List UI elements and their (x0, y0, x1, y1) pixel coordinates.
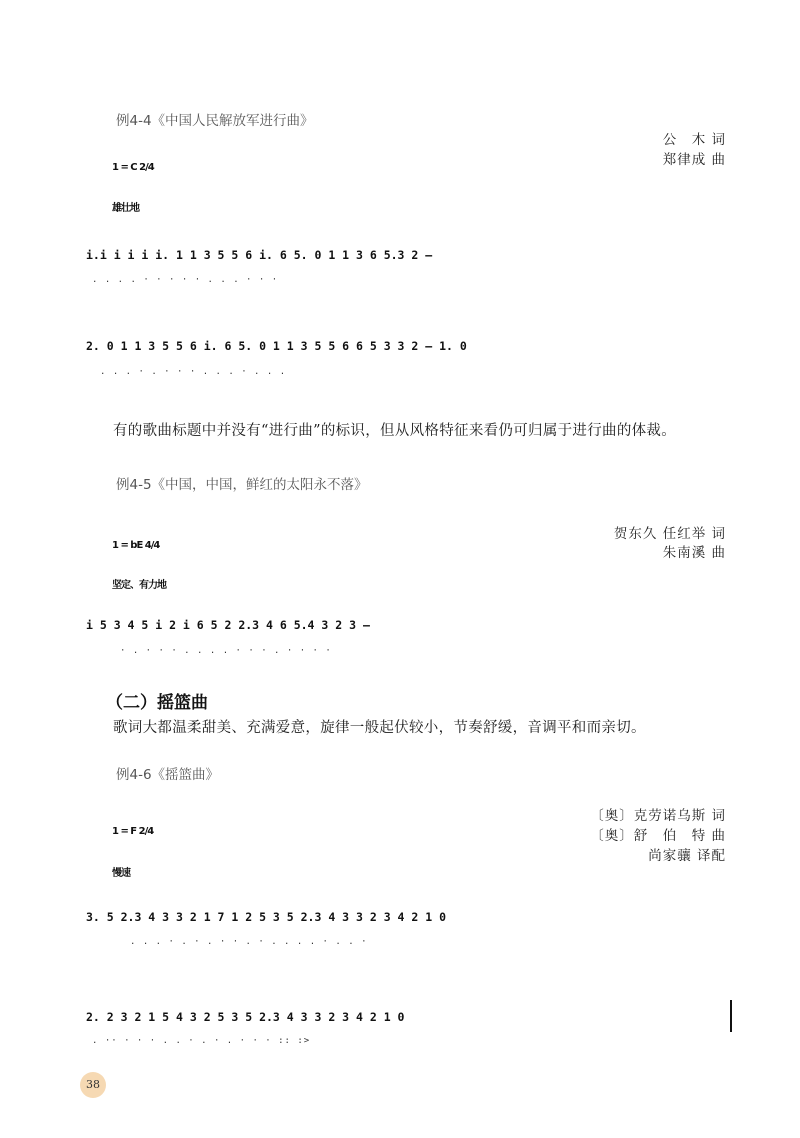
paragraph-march-note: 有的歌曲标题中并没有“进行曲”的标识，但从风格特征来看仍可归属于进行曲的体裁。 (113, 423, 677, 439)
example-4-4-tempo: 雄壮地 (112, 203, 139, 214)
example-4-5-time-signature: 1 = bE 4/4 (112, 540, 160, 551)
example-4-4-time-signature: 1 = C 2/4 (112, 162, 154, 173)
example-4-6-score-line-2-marks: . ·· · · · . . · . · . · · · :: :> (92, 1036, 311, 1046)
example-4-5-score-line-1: i 5 3 4 5 i 2 i 6 5 2 2.3 4 6 5.4 3 2 3 – (86, 618, 370, 632)
example-4-6-score-line-2: 2. 2 3 2 1 5 4 3 2 5 3 5 2.3 4 3 3 2 3 4 2 1 0 (86, 1010, 405, 1024)
example-4-6-arranger: 尚家骧 译配 (648, 848, 726, 864)
example-4-4-composer: 郑律成 曲 (662, 152, 726, 168)
example-4-5-lyricist: 贺东久 任红举 词 (613, 526, 726, 542)
example-4-5-tempo: 坚定、有力地 (112, 580, 166, 591)
example-4-6-title: 例4-6《摇篮曲》 (116, 767, 220, 783)
example-4-4-title: 例4-4《中国人民解放军进行曲》 (116, 113, 314, 129)
example-4-6-lyricist: 〔奥〕克劳诺乌斯 词 (590, 808, 726, 824)
example-4-6-time-signature: 1 = F 2/4 (112, 826, 154, 837)
example-4-4-score-line-1-marks: . . . . · · · · · . . . · · · (92, 275, 279, 285)
example-4-5-title: 例4-5《中国，中国，鲜红的太阳永不落》 (116, 477, 368, 493)
example-4-5-composer: 朱南溪 曲 (662, 545, 726, 561)
page-number: 38 (80, 1072, 106, 1098)
example-4-6-composer: 〔奥〕舒 伯 特 曲 (590, 828, 726, 844)
example-4-5-score-line-1-marks: · . · · · . . . . · · · . · · · · (120, 646, 332, 656)
example-4-4-score-line-1: i.i i i i i. 1 1 3 5 5 6 i. 6 5. 0 1 1 3 6 5.3 2 – (86, 248, 433, 262)
example-4-6-score-line-1: 3. 5 2.3 4 3 3 2 1 7 1 2 5 3 5 2.3 4 3 3 2 3 4 2 1 0 (86, 910, 447, 924)
example-4-6-tempo: 慢速 (112, 868, 130, 879)
example-4-6-score-line-1-marks: . . . · . · . · · . · . . . . · . . · (130, 937, 368, 947)
example-4-4-score-line-2-marks: . . . · . · · · . . . · . . . (100, 367, 287, 377)
final-barline (730, 1000, 732, 1032)
section-heading-lullaby: （二）摇篮曲 (106, 693, 208, 713)
paragraph-lullaby: 歌词大都温柔甜美、充满爱意，旋律一般起伏较小，节奏舒缓，音调平和而亲切。 (113, 720, 646, 736)
example-4-4-lyricist: 公 木 词 (662, 132, 726, 148)
example-4-4-score-line-2: 2. 0 1 1 3 5 5 6 i. 6 5. 0 1 1 3 5 5 6 6 5 3 3 2 – 1. 0 (86, 339, 467, 353)
